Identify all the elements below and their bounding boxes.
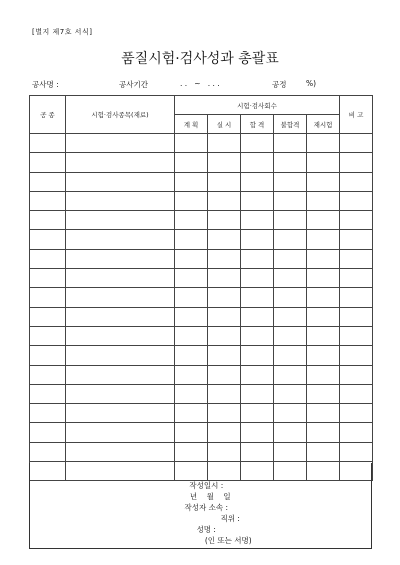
table-cell	[340, 346, 373, 365]
table-cell	[175, 269, 208, 288]
table-cell	[307, 191, 340, 210]
signature-note: (인 또는 서명)	[204, 536, 252, 545]
table-cell	[30, 423, 66, 442]
table-cell	[208, 326, 241, 345]
table-cell	[208, 423, 241, 442]
table-row	[30, 346, 373, 365]
position-label: 직위 :	[220, 514, 240, 523]
signature-block	[29, 463, 372, 549]
table-cell	[66, 365, 175, 384]
table-cell	[30, 404, 66, 423]
table-cell	[30, 307, 66, 326]
table-cell	[241, 365, 274, 384]
table-cell	[274, 191, 307, 210]
table-cell	[241, 326, 274, 345]
table-cell	[307, 134, 340, 153]
table-cell	[241, 211, 274, 230]
table-cell	[208, 365, 241, 384]
author-name-label: 성명 :	[196, 525, 216, 534]
table-cell	[307, 230, 340, 249]
table-cell	[30, 134, 66, 153]
table-cell	[307, 384, 340, 403]
table-cell	[340, 307, 373, 326]
table-cell	[241, 404, 274, 423]
table-cell	[307, 442, 340, 461]
table-cell	[340, 423, 373, 442]
table-cell	[208, 442, 241, 461]
table-cell	[241, 249, 274, 268]
table-cell	[340, 172, 373, 191]
table-cell	[241, 442, 274, 461]
table-cell	[307, 404, 340, 423]
table-cell	[340, 288, 373, 307]
table-cell	[66, 442, 175, 461]
table-cell	[241, 307, 274, 326]
table-cell	[274, 153, 307, 172]
table-cell	[66, 191, 175, 210]
table-row	[30, 288, 373, 307]
table-cell	[274, 211, 307, 230]
author-org-label: 작성자 소속 :	[184, 503, 229, 512]
table-cell	[274, 230, 307, 249]
table-cell	[340, 365, 373, 384]
table-row	[30, 230, 373, 249]
header-retest: 재시험	[307, 115, 340, 134]
table-cell	[175, 346, 208, 365]
table-cell	[274, 249, 307, 268]
table-cell	[66, 307, 175, 326]
header-pass: 합 격	[241, 115, 274, 134]
header-plan: 계 획	[175, 115, 208, 134]
table-cell	[30, 365, 66, 384]
table-cell	[241, 346, 274, 365]
table-row	[30, 153, 373, 172]
table-cell	[175, 134, 208, 153]
table-cell	[241, 191, 274, 210]
table-cell	[307, 423, 340, 442]
table-cell	[175, 384, 208, 403]
table-cell	[208, 384, 241, 403]
results-table	[29, 95, 373, 481]
table-cell	[307, 249, 340, 268]
table-cell	[274, 423, 307, 442]
table-row	[30, 249, 373, 268]
table-cell	[66, 423, 175, 442]
table-cell	[175, 249, 208, 268]
table-cell	[274, 134, 307, 153]
table-cell	[66, 153, 175, 172]
table-cell	[307, 153, 340, 172]
table-cell	[274, 269, 307, 288]
table-cell	[30, 346, 66, 365]
table-cell	[340, 211, 373, 230]
table-cell	[241, 153, 274, 172]
header-process: 공 종	[30, 96, 66, 134]
table-cell	[208, 211, 241, 230]
table-cell	[30, 153, 66, 172]
table-cell	[30, 269, 66, 288]
table-cell	[241, 172, 274, 191]
table-cell	[30, 211, 66, 230]
table-row	[30, 404, 373, 423]
table-cell	[208, 288, 241, 307]
table-cell	[30, 230, 66, 249]
table-cell	[66, 288, 175, 307]
table-cell	[175, 230, 208, 249]
table-row	[30, 269, 373, 288]
table-cell	[307, 269, 340, 288]
table-cell	[175, 307, 208, 326]
table-cell	[66, 249, 175, 268]
table-cell	[208, 346, 241, 365]
table-cell	[175, 365, 208, 384]
table-cell	[66, 269, 175, 288]
page-title: 품질시험·검사성과 총괄표	[121, 51, 279, 67]
table-cell	[30, 172, 66, 191]
table-row	[30, 191, 373, 210]
table-cell	[307, 288, 340, 307]
table-cell	[175, 404, 208, 423]
table-cell	[30, 442, 66, 461]
table-cell	[175, 423, 208, 442]
table-cell	[340, 269, 373, 288]
table-cell	[175, 191, 208, 210]
table-cell	[241, 384, 274, 403]
table-cell	[66, 134, 175, 153]
table-cell	[30, 288, 66, 307]
table-cell	[307, 307, 340, 326]
table-cell	[175, 172, 208, 191]
table-cell	[307, 346, 340, 365]
table-cell	[241, 134, 274, 153]
table-cell	[241, 230, 274, 249]
table-cell	[274, 172, 307, 191]
table-cell	[66, 346, 175, 365]
table-cell	[274, 288, 307, 307]
table-cell	[208, 153, 241, 172]
project-progress-label: 공정	[272, 80, 287, 89]
table-cell	[66, 230, 175, 249]
table-cell	[307, 211, 340, 230]
table-row	[30, 172, 373, 191]
form-tag: [별지 제7호 서식]	[32, 28, 93, 36]
table-cell	[66, 326, 175, 345]
table-row	[30, 384, 373, 403]
table-cell	[175, 211, 208, 230]
table-cell	[208, 404, 241, 423]
table-cell	[340, 384, 373, 403]
table-cell	[274, 442, 307, 461]
project-name-label: 공사명 :	[32, 80, 59, 89]
header-remarks: 비 고	[340, 96, 373, 134]
table-cell	[66, 384, 175, 403]
table-row	[30, 442, 373, 461]
table-cell	[340, 230, 373, 249]
table-cell	[340, 191, 373, 210]
table-row	[30, 365, 373, 384]
table-cell	[208, 230, 241, 249]
table-cell	[66, 172, 175, 191]
table-cell	[307, 326, 340, 345]
table-cell	[307, 172, 340, 191]
header-test-count: 시험·검사회수	[175, 96, 340, 115]
table-cell	[175, 326, 208, 345]
table-cell	[340, 134, 373, 153]
header-done: 실 시	[208, 115, 241, 134]
table-cell	[208, 249, 241, 268]
project-progress-unit: %)	[306, 79, 317, 88]
table-cell	[274, 365, 307, 384]
table-row	[30, 307, 373, 326]
table-cell	[274, 346, 307, 365]
table-cell	[241, 288, 274, 307]
table-cell	[274, 404, 307, 423]
table-cell	[175, 442, 208, 461]
table-cell	[30, 191, 66, 210]
header-fail: 불합격	[274, 115, 307, 134]
table-cell	[175, 288, 208, 307]
table-cell	[340, 326, 373, 345]
table-cell	[208, 191, 241, 210]
table-cell	[208, 307, 241, 326]
table-cell	[241, 423, 274, 442]
date-label: 작성일시 :	[189, 481, 224, 490]
table-cell	[274, 307, 307, 326]
table-cell	[241, 269, 274, 288]
table-row	[30, 211, 373, 230]
table-cell	[340, 442, 373, 461]
table-cell	[30, 384, 66, 403]
table-cell	[274, 326, 307, 345]
table-cell	[30, 326, 66, 345]
project-period-label: 공사기간	[119, 80, 148, 89]
project-period-value: . . ~ . . .	[180, 79, 220, 88]
header-test-item: 시험·검사종목(재료)	[66, 96, 175, 134]
table-cell	[340, 404, 373, 423]
table-cell	[274, 384, 307, 403]
table-cell	[307, 365, 340, 384]
date-fields: 년 월 일	[189, 492, 231, 501]
table-row	[30, 423, 373, 442]
table-cell	[66, 404, 175, 423]
table-cell	[208, 269, 241, 288]
table-cell	[340, 153, 373, 172]
table-cell	[30, 249, 66, 268]
table-cell	[175, 153, 208, 172]
table-row	[30, 326, 373, 345]
table-cell	[208, 172, 241, 191]
table-cell	[340, 249, 373, 268]
table-cell	[66, 211, 175, 230]
table-row	[30, 134, 373, 153]
table-cell	[208, 134, 241, 153]
